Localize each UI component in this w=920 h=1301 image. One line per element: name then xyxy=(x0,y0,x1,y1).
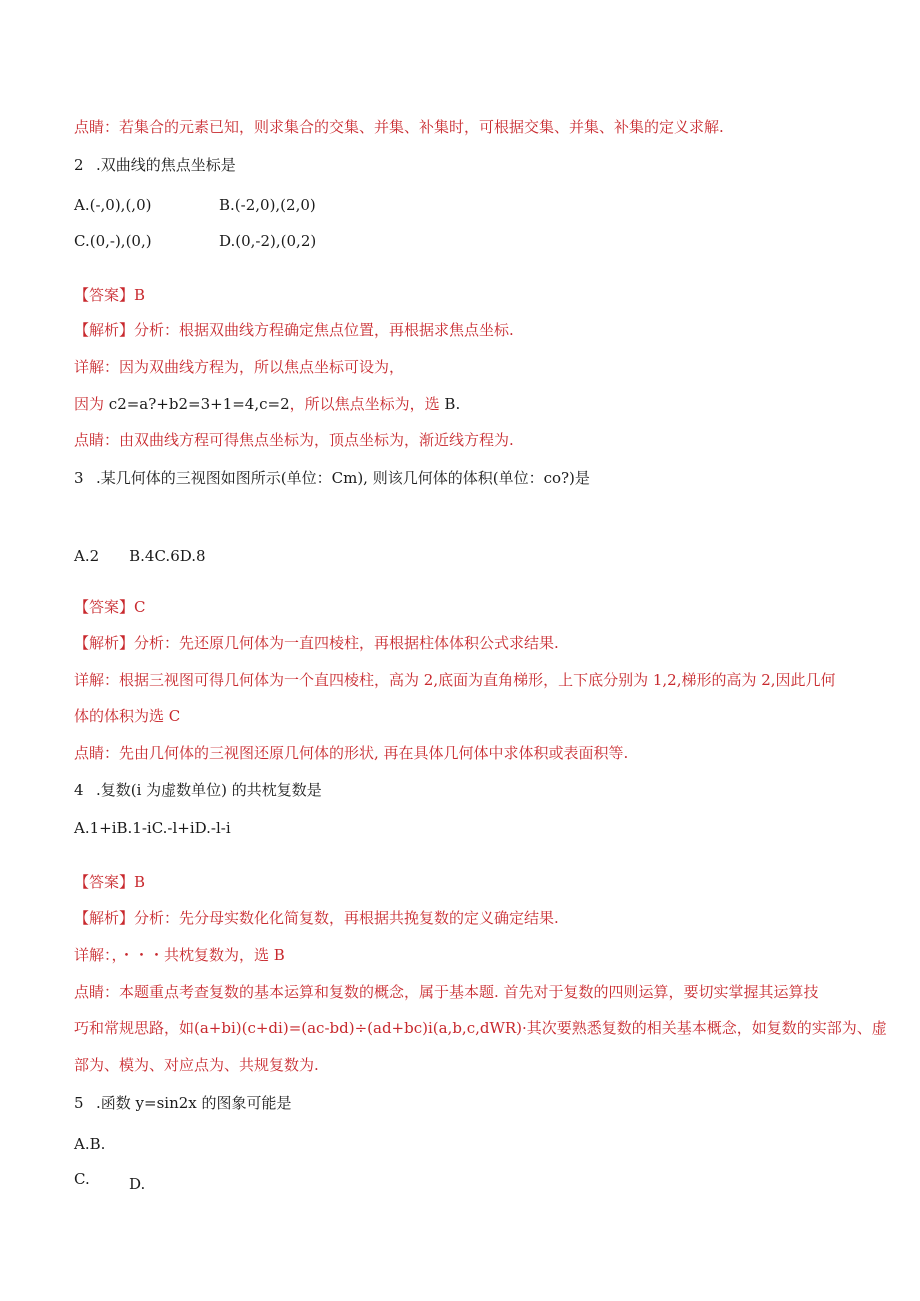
analysis-text: 分析：根据双曲线方程确定焦点位置，再根据求焦点坐标. xyxy=(134,321,514,339)
analysis-text: 分析：先分母实数化化简复数，再根据共挽复数的定义确定结果. xyxy=(134,909,559,927)
detail-line-2 xyxy=(74,394,460,414)
options-row-2 xyxy=(74,1169,274,1193)
question-text: .某几何体的三视图如图所示(单位：Cm), 则该几何体的体积(单位：co?)是 xyxy=(96,469,590,487)
analysis-line xyxy=(74,320,514,340)
question-number: 5 xyxy=(74,1094,84,1112)
hint-line: 点睛：本题重点考查复数的基本运算和复数的概念，属于基本题. 首先对于复数的四则运算，要切实掌握其运算技 xyxy=(74,983,819,1001)
question-3 xyxy=(74,468,590,488)
detail-line: 详解：因为双曲线方程为，所以焦点坐标可设为， xyxy=(74,358,405,376)
analysis-tag: 【解析】 xyxy=(74,634,135,652)
option-d: D.(0,-2),(0,2) xyxy=(219,232,317,250)
hint-line: 点睛：由双曲线方程可得焦点坐标为，顶点坐标为，渐近线方程为. xyxy=(74,431,514,449)
question-number: 4 xyxy=(74,781,84,799)
analysis-tag: 【解析】 xyxy=(74,321,135,339)
options-row-1 xyxy=(74,195,474,215)
question-5 xyxy=(74,1093,292,1113)
detail-choice: B. xyxy=(444,395,461,413)
question-number: 2 xyxy=(74,156,84,174)
detail-text: 因为 xyxy=(74,395,105,413)
hint-line: 点睛：先由几何体的三视图还原几何体的形状, 再在具体几何体中求体积或表面积等. xyxy=(74,744,629,762)
analysis-tag: 【解析】 xyxy=(74,909,135,927)
question-2 xyxy=(74,155,236,175)
option-d: D. xyxy=(129,1175,146,1193)
analysis-line xyxy=(74,633,559,653)
hint-line-3: 部为、模为、对应点为、共规复数为. xyxy=(74,1056,319,1074)
hint-line: 点睛：若集合的元素已知，则求集合的交集、并集、补集时，可根据交集、并集、补集的定义求解. xyxy=(74,118,724,136)
question-4 xyxy=(74,780,322,800)
question-number: 3 xyxy=(74,469,84,487)
option-b: B.(-2,0),(2,0) xyxy=(219,196,316,214)
answer-line: 【答案】B xyxy=(74,286,146,304)
analysis-line xyxy=(74,908,559,928)
answer-line: 【答案】B xyxy=(74,873,146,891)
question-text: .复数(i 为虚数单位) 的共枕复数是 xyxy=(96,781,322,799)
options-row: A.1+iB.1-iC.-l+iD.-l-i xyxy=(74,819,231,837)
detail-text: ，所以焦点坐标为，选 xyxy=(289,395,440,413)
hint-line-2: 巧和常规思路，如(a+bi)(c+di)=(ac-bd)÷(ad+bc)i(a,b,c,dWR)·其次要熟悉复数的相关基本概念，如复数的实部为、虚 xyxy=(74,1019,887,1037)
detail-line: 详解：，・・・共枕复数为，选 B xyxy=(74,946,285,964)
question-text: .函数 y=sin2x 的图象可能是 xyxy=(96,1094,292,1112)
option-c: C. xyxy=(74,1170,90,1188)
detail-line: 详解：根据三视图可得几何体为一个直四棱柱，高为 2,底面为直角梯形，上下底分别为 1,2,梯形的高为 2,因此几何 xyxy=(74,671,836,689)
options-row-2 xyxy=(74,231,474,251)
analysis-text: 分析：先还原几何体为一直四棱柱，再根据柱体体积公式求结果. xyxy=(134,634,559,652)
options-row: A.2 B.4C.6D.8 xyxy=(74,547,206,565)
option-a: A.(-,0),(,0) xyxy=(74,196,152,214)
option-c: C.(0,-),(0,) xyxy=(74,232,152,250)
question-text: .双曲线的焦点坐标是 xyxy=(96,156,236,174)
answer-line: 【答案】C xyxy=(74,598,146,616)
detail-formula: c2=a?+b2=3+1=4,c=2 xyxy=(108,395,290,413)
options-row-1: A.B. xyxy=(74,1135,106,1153)
detail-line-2: 体的体积为选 C xyxy=(74,707,181,725)
